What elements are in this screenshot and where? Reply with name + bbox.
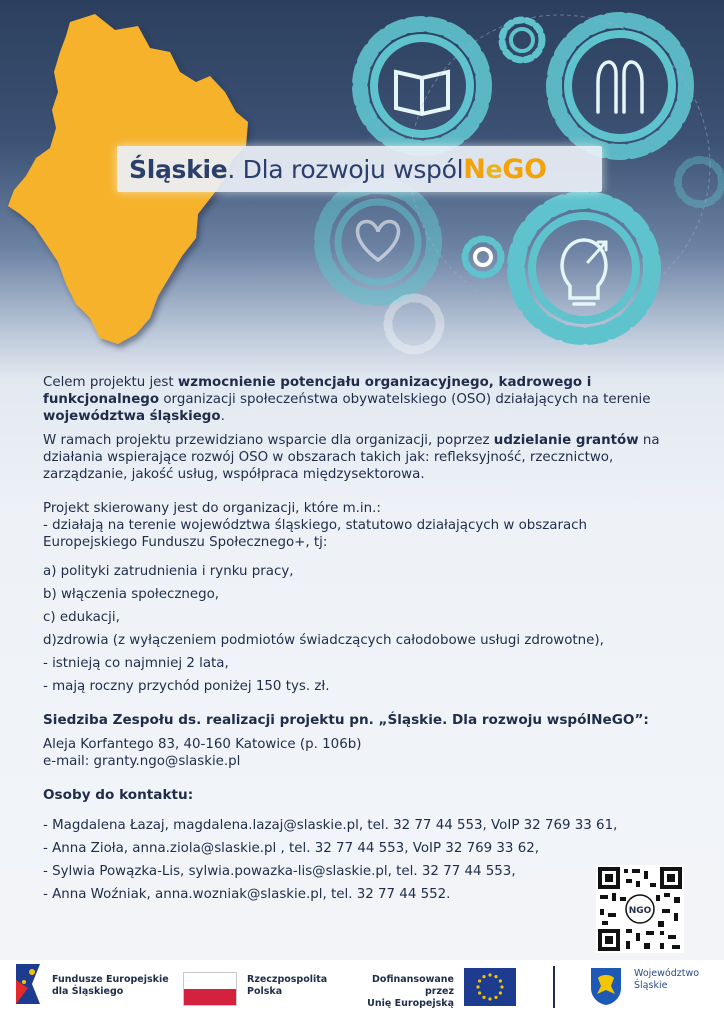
fundusze-europejskie-logo-icon bbox=[12, 960, 46, 1006]
hero-banner bbox=[0, 0, 724, 370]
slogan-n: N bbox=[463, 153, 486, 185]
intro-text: na działania wspierające rozwój OSO w obszarach takich jak: refleksyjność, rzecznictwo, zarządzanie, jakość usług, współpraca międzysektorowa. bbox=[43, 433, 660, 482]
target-lead: Projekt skierowany jest do organizacji, które m.in.: bbox=[43, 501, 381, 516]
intro-paragraph-1 bbox=[43, 374, 683, 425]
fe-line1: Fundusze Europejskie bbox=[52, 974, 169, 985]
qr-code[interactable] bbox=[596, 865, 684, 953]
polish-flag-icon bbox=[183, 972, 237, 1006]
slogan-e: e bbox=[485, 154, 503, 184]
eu-flag-icon bbox=[464, 968, 516, 1006]
rp-line2: Polska bbox=[247, 986, 283, 997]
office-heading: Siedziba Zespołu ds. realizacji projektu pn. „Śląskie. Dla rozwoju wspólNeGO”: bbox=[43, 712, 649, 728]
rp-label bbox=[247, 974, 327, 998]
heart-gear-icon bbox=[322, 186, 434, 298]
ws-line2: Śląskie bbox=[634, 980, 668, 991]
fe-line2: dla Śląskiego bbox=[52, 986, 124, 997]
ue-line1: Dofinansowane przez bbox=[372, 974, 454, 997]
contacts-heading: Osoby do kontaktu: bbox=[43, 787, 194, 803]
slogan-region: Śląskie bbox=[129, 154, 228, 184]
faint-gear-icon bbox=[678, 160, 722, 204]
book-gear-icon bbox=[360, 24, 484, 148]
target-line: - działają na terenie województwa śląskiego, statutowo działających w obszarach Europejskiego Funduszu Społecznego+, tj: bbox=[43, 518, 588, 550]
intro-bold-grants: udzielanie grantów bbox=[493, 433, 639, 448]
target-item: b) włączenia społecznego, bbox=[43, 587, 220, 602]
small-gear-icon bbox=[502, 20, 542, 60]
logo-divider bbox=[553, 966, 555, 1008]
target-item: - mają roczny przychód poniżej 150 tys. zł. bbox=[43, 679, 330, 694]
intro-bold-goal: wzmocnienie potencjału organizacyjnego, kadrowego i funkcjonalnego bbox=[43, 375, 592, 407]
intro-text: . bbox=[220, 409, 225, 424]
ws-label bbox=[634, 968, 699, 992]
wojewodztwo-crest-icon bbox=[589, 966, 623, 1006]
intro-bold-region: województwa śląskiego bbox=[43, 409, 221, 424]
slogan-middle: . Dla rozwoju wspól bbox=[227, 154, 464, 184]
target-item: d)zdrowia (z wyłączeniem podmiotów świadczących całodobowe usługi zdrowotne), bbox=[43, 633, 604, 648]
intro-paragraph-2 bbox=[43, 432, 683, 483]
rp-line1: Rzeczpospolita bbox=[247, 974, 328, 985]
tiny-gear-icon bbox=[465, 239, 501, 275]
office-email[interactable]: e-mail: granty.ngo@slaskie.pl bbox=[43, 754, 241, 769]
contact-person[interactable]: - Anna Woźniak, anna.wozniak@slaskie.pl, tel. 32 77 44 552. bbox=[43, 887, 451, 902]
target-item: c) edukacji, bbox=[43, 610, 120, 625]
target-item: a) polityki zatrudnienia i rynku pracy, bbox=[43, 564, 294, 579]
contact-person[interactable]: - Sylwia Powązka-Lis, sylwia.powazka-lis@slaskie.pl, tel. 32 77 44 553, bbox=[43, 864, 516, 879]
campaign-slogan bbox=[117, 146, 602, 192]
lightbulb-gear-icon bbox=[516, 200, 652, 336]
target-item: - istnieją co najmniej 2 lata, bbox=[43, 656, 229, 671]
ws-line1: Województwo bbox=[634, 968, 700, 979]
ue-label bbox=[346, 974, 454, 1010]
fe-label bbox=[52, 974, 169, 998]
intro-text: Celem projektu jest bbox=[43, 375, 178, 390]
people-gear-icon bbox=[554, 20, 686, 152]
qr-center-label: NGO bbox=[628, 906, 652, 916]
slogan-go: GO bbox=[502, 153, 547, 185]
office-address: Aleja Korfantego 83, 40-160 Katowice (p. 106b) bbox=[43, 737, 362, 752]
faint-bottom-gear-icon bbox=[388, 298, 440, 350]
ue-line2: Unię Europejską bbox=[367, 998, 454, 1009]
intro-text: organizacji społeczeństwa obywatelskiego (OSO) działających na terenie bbox=[159, 392, 651, 407]
funding-logos bbox=[0, 960, 724, 1024]
intro-text: W ramach projektu przewidziano wsparcie dla organizacji, poprzez bbox=[43, 433, 494, 448]
poster-body bbox=[43, 374, 683, 903]
contact-person[interactable]: - Magdalena Łazaj, magdalena.lazaj@slaskie.pl, tel. 32 77 44 553, VoIP 32 769 33 61, bbox=[43, 818, 618, 833]
qr-code-icon bbox=[596, 865, 684, 953]
contact-person[interactable]: - Anna Zioła, anna.ziola@slaskie.pl , tel. 32 77 44 553, VoIP 32 769 33 62, bbox=[43, 841, 540, 856]
